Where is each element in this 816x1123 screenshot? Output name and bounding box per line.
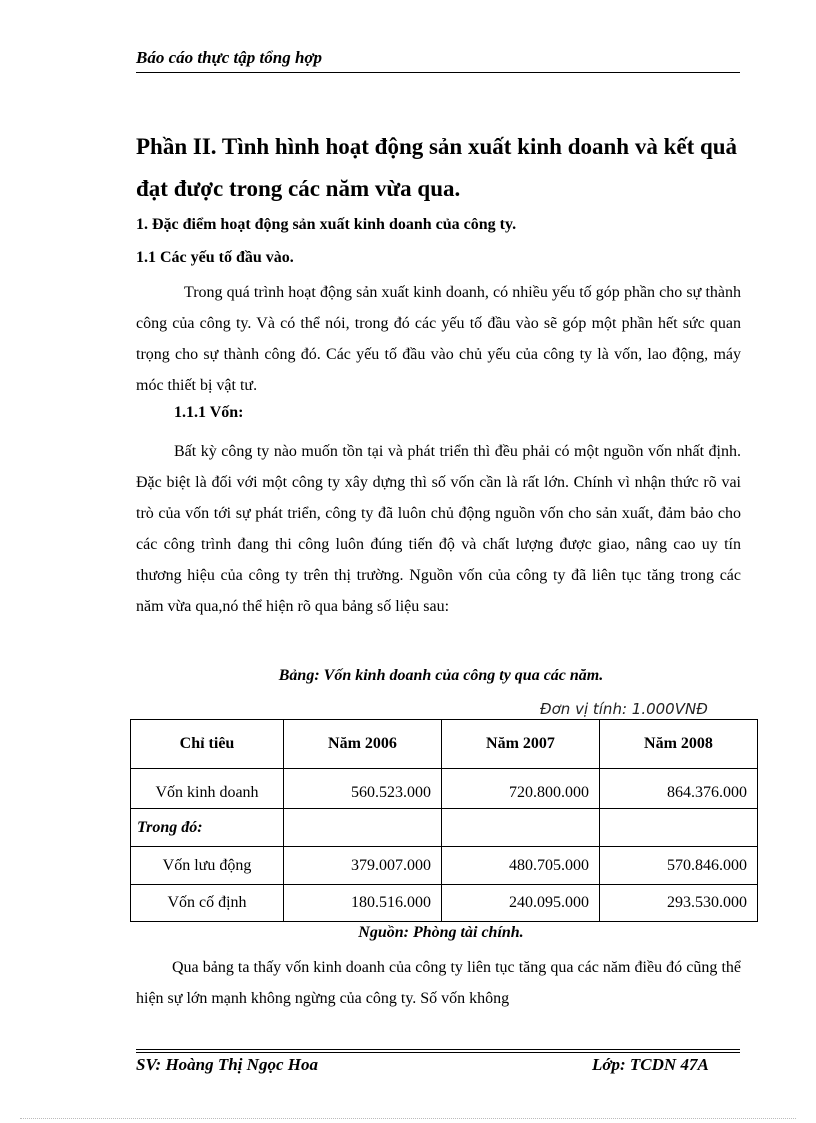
cell-value: 570.846.000 (600, 847, 758, 885)
cell-value: 720.800.000 (442, 769, 600, 809)
cell-value: 560.523.000 (284, 769, 442, 809)
row-label: Vốn cố định (131, 885, 284, 922)
cell-value: 480.705.000 (442, 847, 600, 885)
cell-value: 864.376.000 (600, 769, 758, 809)
cell-value: 293.530.000 (600, 885, 758, 922)
section-title: Phần II. Tình hình hoạt động sản xuất kinh doanh và kết quả đạt được trong các năm vừa qua. (136, 134, 738, 201)
column-header-indicator: Chỉ tiêu (131, 720, 284, 769)
table-row (131, 847, 758, 885)
table-unit: Đơn vị tính: 1.000VNĐ (540, 700, 708, 718)
heading-1-1: 1.1 Các yếu tố đầu vào. (136, 249, 294, 266)
cell-empty (442, 809, 600, 847)
column-header-2006: Năm 2006 (284, 720, 442, 769)
row-label: Trong đó: (131, 809, 284, 847)
paragraph-inputs: Trong quá trình hoạt động sản xuất kinh doanh, có nhiều yếu tố góp phần cho sự thành công của công ty. Và có thể nói, trong đó các yếu tố đầu vào sẽ góp một phần hết sức quan trọng cho sự thành công đó. Các yếu tố đầu vào chủ yếu của công ty là vốn, lao động, máy móc thiết bị vật tư. (136, 284, 741, 394)
column-header-2008: Năm 2008 (600, 720, 758, 769)
column-header-2007: Năm 2007 (442, 720, 600, 769)
footer-rule (136, 1049, 740, 1050)
row-label: Vốn kinh doanh (131, 769, 284, 809)
row-label: Vốn lưu động (131, 847, 284, 885)
cell-value: 180.516.000 (284, 885, 442, 922)
capital-table (130, 719, 758, 922)
header-rule (136, 72, 740, 73)
table-row (131, 809, 758, 847)
page-boundary (20, 1118, 796, 1119)
paragraph-capital: Bất kỳ công ty nào muốn tồn tại và phát triển thì đều phải có một nguồn vốn nhất định. Đặc biệt là đối với một công ty xây dựng thì số vốn cần là rất lớn. Chính vì nhận thức rõ vai trò của vốn tới sự phát triển, công ty đã luôn chủ động nguồn vốn cho sản xuất, đảm bảo cho các công trình đang thi công luôn đúng tiến độ và chất lượng được giao, nâng cao uy tín thương hiệu của công ty trên thị trường. Nguồn vốn của công ty đã liên tục tăng trong các năm vừa qua,nó thể hiện rõ qua bảng số liệu sau: (136, 443, 741, 615)
cell-value: 240.095.000 (442, 885, 600, 922)
table-header-row (131, 720, 758, 769)
cell-empty (284, 809, 442, 847)
cell-value: 379.007.000 (284, 847, 442, 885)
table-source: Nguồn: Phòng tài chính. (358, 924, 524, 941)
table-row (131, 885, 758, 922)
footer-class: Lớp: TCDN 47A (592, 1055, 709, 1074)
table-row (131, 769, 758, 809)
footer-rule (136, 1052, 740, 1053)
heading-1: 1. Đặc điểm hoạt động sản xuất kinh doanh của công ty. (136, 216, 517, 233)
paragraph-conclusion: Qua bảng ta thấy vốn kinh doanh của công ty liên tục tăng qua các năm điều đó cũng thể hiện sự lớn mạnh không ngừng của công ty. Số vốn không (136, 959, 741, 1007)
table-caption: Bảng: Vốn kinh doanh của công ty qua các năm. (278, 667, 604, 684)
cell-empty (600, 809, 758, 847)
page-header-title: Báo cáo thực tập tổng hợp (136, 48, 323, 67)
heading-1-1-1: 1.1.1 Vốn: (174, 404, 244, 421)
footer-student: SV: Hoàng Thị Ngọc Hoa (136, 1055, 318, 1074)
